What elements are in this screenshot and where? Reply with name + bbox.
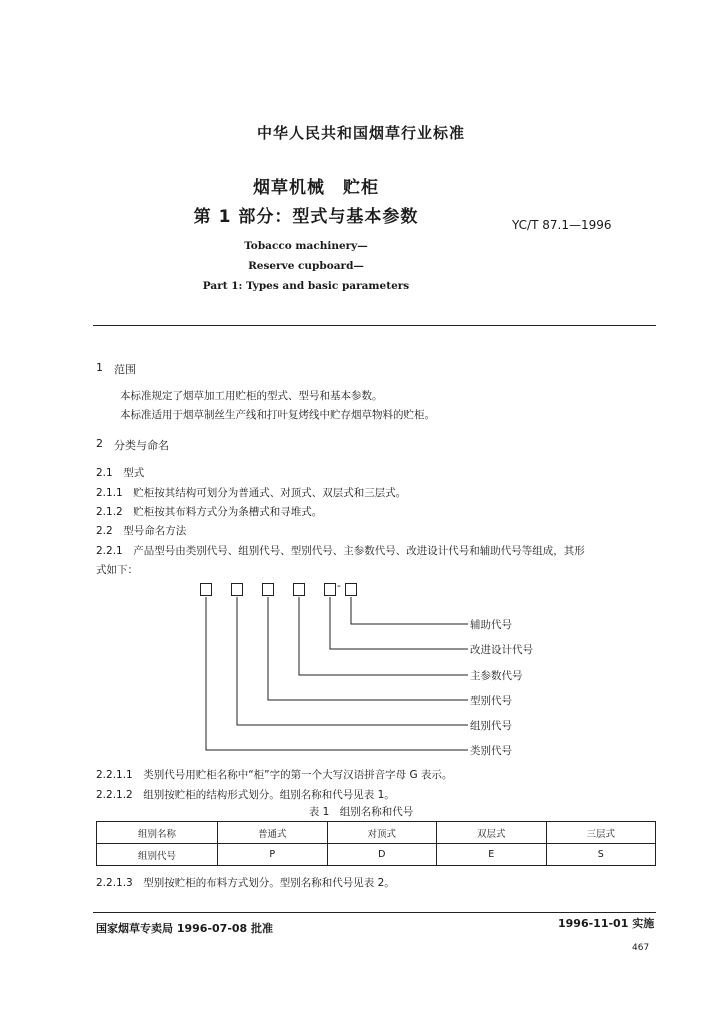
clause-2-1-1: 2.1.1 贮柜按其结构可划分为普通式、对顶式、双层式和三层式。 [96,487,407,499]
clause-2-1: 2.1 型式 [96,467,145,479]
clause-2-1-2: 2.1.2 贮柜按其布料方式分为条槽式和寻堆式。 [96,506,323,518]
clause-2-2: 2.2 型号命名方法 [96,525,187,537]
english-title-line1: Tobacco machinery— [244,240,368,252]
label-group-code: 组别代号 [470,720,512,732]
table-cell: 组别名称 [97,822,218,844]
implementation-date: 1996-11-01 实施 [558,917,655,930]
section-2-title: 分类与命名 [114,439,169,452]
english-title-line2: Reserve cupboard— [248,260,364,272]
table-cell: 普通式 [218,822,328,844]
table-cell: S [546,844,656,866]
document-subtitle: 第 1 部分：型式与基本参数 [193,207,419,227]
table-cell: E [437,844,547,866]
clause-2-2-1-line2: 式如下： [96,564,138,576]
table-cell: D [327,844,437,866]
table-cell: 三层式 [546,822,656,844]
footer-divider [93,912,656,913]
code-separator-dash: - [337,580,341,592]
page-number: 467 [632,943,650,953]
standard-code: YC/T 87.1—1996 [512,218,612,232]
table-1-caption: 表 1 组别名称和代号 [308,806,414,818]
label-category-code: 类别代号 [470,745,512,757]
table-cell: 对顶式 [327,822,437,844]
label-auxiliary-code: 辅助代号 [470,619,512,631]
label-type-code: 型别代号 [470,695,512,707]
english-title-line3: Part 1: Types and basic parameters [202,280,410,292]
table-1 [96,821,656,866]
clause-2-2-1-2: 2.2.1.2 组别按贮柜的结构形式划分。组别名称和代号见表 1。 [96,789,395,801]
table-cell: 双层式 [437,822,547,844]
table-row [97,844,656,866]
table-cell: 组别代号 [97,844,218,866]
section-2-number: 2 [96,437,103,450]
clause-2-2-1-1: 2.2.1.1 类别代号用贮柜名称中“柜”字的第一个大写汉语拼音字母 G 表示。 [96,769,453,781]
document-title: 烟草机械 贮柜 [253,178,379,198]
clause-2-2-1-line1: 2.2.1 产品型号由类别代号、组别代号、型别代号、主参数代号、改进设计代号和辅助代号等组成，其形 [96,545,585,557]
section-1-number: 1 [96,361,103,374]
clause-2-2-1-3: 2.2.1.3 型别按贮柜的布料方式划分。型别名称和代号见表 2。 [96,877,395,889]
section-1-paragraph-2: 本标准适用于烟草制丝生产线和打叶复烤线中贮存烟草物料的贮柜。 [120,409,435,421]
table-cell: P [218,844,328,866]
section-1-paragraph-1: 本标准规定了烟草加工用贮柜的型式、型号和基本参数。 [120,390,383,402]
label-main-parameter-code: 主参数代号 [470,670,523,682]
label-improved-design-code: 改进设计代号 [470,644,533,656]
approval-date: 国家烟草专卖局 1996-07-08 批准 [96,922,274,935]
issuing-organization: 中华人民共和国烟草行业标准 [256,124,465,142]
section-1-title: 范围 [114,363,136,376]
table-row [97,822,656,844]
